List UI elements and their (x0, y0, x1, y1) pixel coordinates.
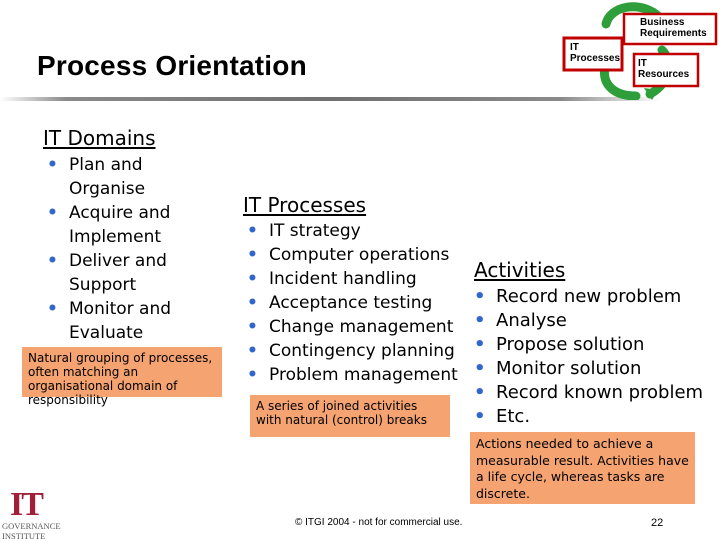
list-item: • Computer operations (247, 245, 450, 265)
domains-list (45, 153, 220, 345)
diagram-it-processes: IT Processes (570, 42, 621, 64)
bullet-icon: • (247, 317, 258, 337)
bullet-icon: • (247, 365, 258, 385)
processes-list (245, 219, 475, 387)
diagram-business-requirements: Business Requirements (640, 17, 707, 39)
bullet-icon: • (474, 382, 486, 403)
bullet-icon: • (474, 358, 486, 379)
list-item: • Problem management (247, 365, 458, 385)
domains-heading: IT Domains (43, 126, 156, 150)
logo-text-line2: INSTITUTE (2, 531, 46, 541)
list-item: • Change management (247, 317, 454, 337)
logo-text-line1: GOVERNANCE (2, 521, 61, 531)
list-item: • Deliver and Support (47, 251, 167, 295)
copyright-footer: © ITGI 2004 - not for commercial use. (295, 517, 463, 528)
list-item: • Etc. (474, 406, 531, 427)
list-item: • Record known problem (474, 382, 704, 403)
bullet-icon: • (247, 293, 258, 313)
page-number: 22 (651, 517, 664, 529)
activities-heading: Activities (474, 258, 566, 282)
bullet-icon: • (247, 341, 258, 361)
bullet-icon: • (474, 310, 486, 331)
list-item: • Contingency planning (247, 341, 455, 361)
logo-mark: IT (10, 486, 42, 523)
processes-heading: IT Processes (243, 193, 367, 217)
bullet-icon: • (47, 203, 58, 223)
domains-note: Natural grouping of processes, often matching an organisational domain of responsibility (22, 347, 222, 397)
list-item: • Propose solution (474, 334, 645, 355)
bullet-icon: • (47, 251, 58, 271)
list-item: • Record new problem (474, 286, 682, 307)
bullet-icon: • (247, 221, 258, 241)
list-item: • Monitor solution (474, 358, 642, 379)
bullet-icon: • (247, 269, 258, 289)
bullet-icon: • (474, 286, 486, 307)
process-cycle-diagram (560, 2, 720, 100)
bullet-icon: • (47, 299, 58, 319)
list-item: • IT strategy (247, 221, 361, 241)
list-item: • Incident handling (247, 269, 417, 289)
processes-note: A series of joined activities with natural (control) breaks (250, 395, 450, 437)
activities-note: Actions needed to achieve a measurable result. Activities have a life cycle, whereas tasks are discrete. (470, 432, 695, 504)
activities-list (472, 285, 717, 429)
list-item: • Analyse (474, 310, 567, 331)
itgi-logo (2, 488, 64, 540)
list-item: • Acquire and Implement (47, 203, 171, 247)
slide-title: Process Orientation (37, 50, 307, 81)
diagram-it-resources: IT Resources (638, 58, 690, 80)
bullet-icon: • (247, 245, 258, 265)
list-item: • Acceptance testing (247, 293, 433, 313)
list-item: • Plan and Organise (47, 155, 146, 199)
list-item: • Monitor and Evaluate (47, 299, 172, 343)
bullet-icon: • (47, 155, 58, 175)
bullet-icon: • (474, 334, 486, 355)
bullet-icon: • (474, 406, 486, 427)
